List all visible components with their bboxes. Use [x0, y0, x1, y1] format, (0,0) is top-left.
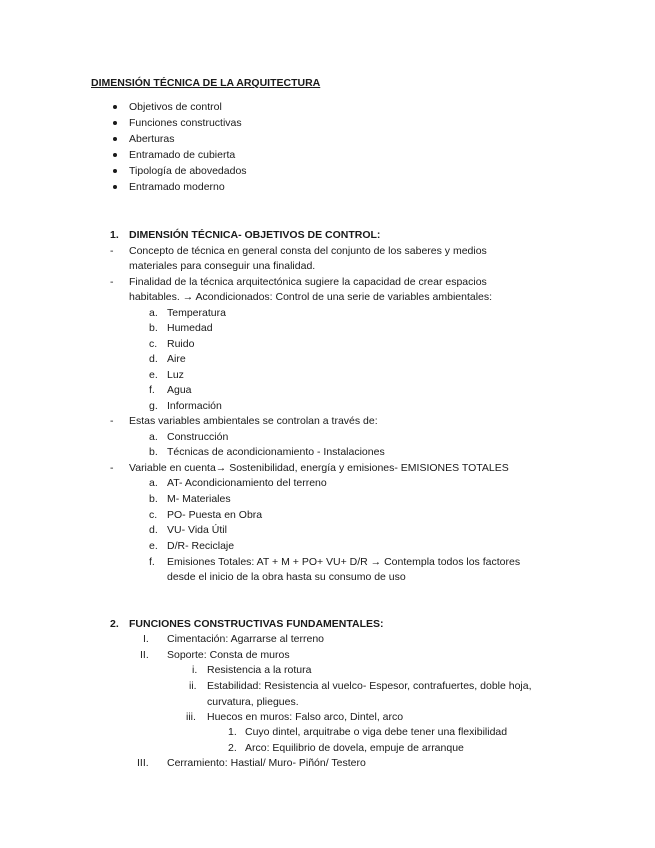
paragraph-line: Concepto de técnica en general consta del conjunto de los saberes y medios: [129, 245, 487, 257]
list-item: Emisiones Totales: AT + M + PO+ VU+ D/R → Contempla todos los factores: [167, 556, 521, 568]
list-marker: g.: [149, 400, 158, 412]
document-title: DIMENSIÓN TÉCNICA DE LA ARQUITECTURA: [91, 77, 321, 89]
bullet-item: Objetivos de control: [129, 101, 222, 113]
list-item-continuation: curvatura, pliegues.: [207, 696, 299, 708]
paragraph-line: habitables. → Acondicionados: Control de una serie de variables ambientales:: [129, 291, 493, 303]
list-marker: f.: [149, 556, 155, 568]
bullet-dot: [113, 105, 117, 109]
list-marker: c.: [149, 509, 158, 521]
bullet-item: Aberturas: [129, 133, 175, 145]
list-item: Aire: [167, 353, 186, 365]
list-item: Estabilidad: Resistencia al vuelco- Espesor, contrafuertes, doble hoja,: [207, 680, 532, 692]
roman-marker: II.: [140, 649, 149, 661]
bullet-item: Tipología de abovedados: [129, 165, 247, 177]
list-item: Técnicas de acondicionamiento - Instalaciones: [167, 446, 385, 458]
numbered-marker: 1.: [228, 726, 237, 738]
bullet-item: Entramado de cubierta: [129, 149, 236, 161]
list-marker: b.: [149, 322, 158, 334]
list-item: Agua: [167, 384, 192, 396]
list-marker: d.: [149, 353, 158, 365]
sublist-marker: i.: [192, 664, 198, 676]
paragraph-line: Finalidad de la técnica arquitectónica sugiere la capacidad de crear espacios: [129, 276, 487, 288]
list-marker: e.: [149, 369, 158, 381]
list-item: AT- Acondicionamiento del terreno: [167, 477, 327, 489]
sublist-marker: ii.: [189, 680, 197, 692]
list-item: Humedad: [167, 322, 213, 334]
list-item: Soporte: Consta de muros: [167, 649, 290, 661]
list-item: Huecos en muros: Falso arco, Dintel, arco: [207, 711, 404, 723]
dash-marker: -: [110, 462, 114, 474]
section-number: 2.: [110, 618, 119, 630]
bullet-dot: [113, 121, 117, 125]
paragraph-line: Estas variables ambientales se controlan a través de:: [129, 415, 378, 427]
bullet-dot: [113, 169, 117, 173]
section-heading: FUNCIONES CONSTRUCTIVAS FUNDAMENTALES:: [129, 618, 384, 630]
section-heading: DIMENSIÓN TÉCNICA- OBJETIVOS DE CONTROL:: [129, 229, 381, 241]
dash-marker: -: [110, 245, 114, 257]
list-marker: a.: [149, 477, 158, 489]
bullet-dot: [113, 153, 117, 157]
paragraph-line: Variable en cuenta→ Sostenibilidad, energía y emisiones- EMISIONES TOTALES: [129, 462, 509, 474]
list-item: Cimentación: Agarrarse al terreno: [167, 633, 324, 645]
list-item: Resistencia a la rotura: [207, 664, 312, 676]
list-item: VU- Vida Útil: [167, 524, 227, 536]
list-item: Cuyo dintel, arquitrabe o viga debe tener una flexibilidad: [245, 726, 508, 738]
list-item: Luz: [167, 369, 184, 381]
list-item: Construcción: [167, 431, 229, 443]
bullet-item: Entramado moderno: [129, 181, 225, 193]
dash-marker: -: [110, 276, 114, 288]
list-item: Arco: Equilibrio de dovela, empuje de arranque: [245, 742, 464, 754]
paragraph-line: materiales para conseguir una finalidad.: [129, 260, 316, 272]
list-item-continuation: desde el inicio de la obra hasta su consumo de uso: [167, 571, 406, 583]
list-marker: b.: [149, 446, 158, 458]
list-item: Ruido: [167, 338, 195, 350]
list-marker: f.: [149, 384, 155, 396]
list-marker: e.: [149, 540, 158, 552]
bullet-dot: [113, 137, 117, 141]
list-item: Temperatura: [167, 307, 226, 319]
roman-marker: III.: [137, 757, 149, 769]
dash-marker: -: [110, 415, 114, 427]
section-number: 1.: [110, 229, 119, 241]
list-marker: a.: [149, 431, 158, 443]
list-item: M- Materiales: [167, 493, 231, 505]
numbered-marker: 2.: [228, 742, 237, 754]
bullet-dot: [113, 185, 117, 189]
list-marker: a.: [149, 307, 158, 319]
list-item: Información: [167, 400, 222, 412]
list-marker: d.: [149, 524, 158, 536]
list-item: PO- Puesta en Obra: [167, 509, 263, 521]
list-item: Cerramiento: Hastial/ Muro- Piñón/ Testero: [167, 757, 366, 769]
list-item: D/R- Reciclaje: [167, 540, 235, 552]
list-marker: b.: [149, 493, 158, 505]
bullet-item: Funciones constructivas: [129, 117, 242, 129]
list-marker: c.: [149, 338, 158, 350]
sublist-marker: iii.: [186, 711, 196, 723]
roman-marker: I.: [143, 633, 149, 645]
